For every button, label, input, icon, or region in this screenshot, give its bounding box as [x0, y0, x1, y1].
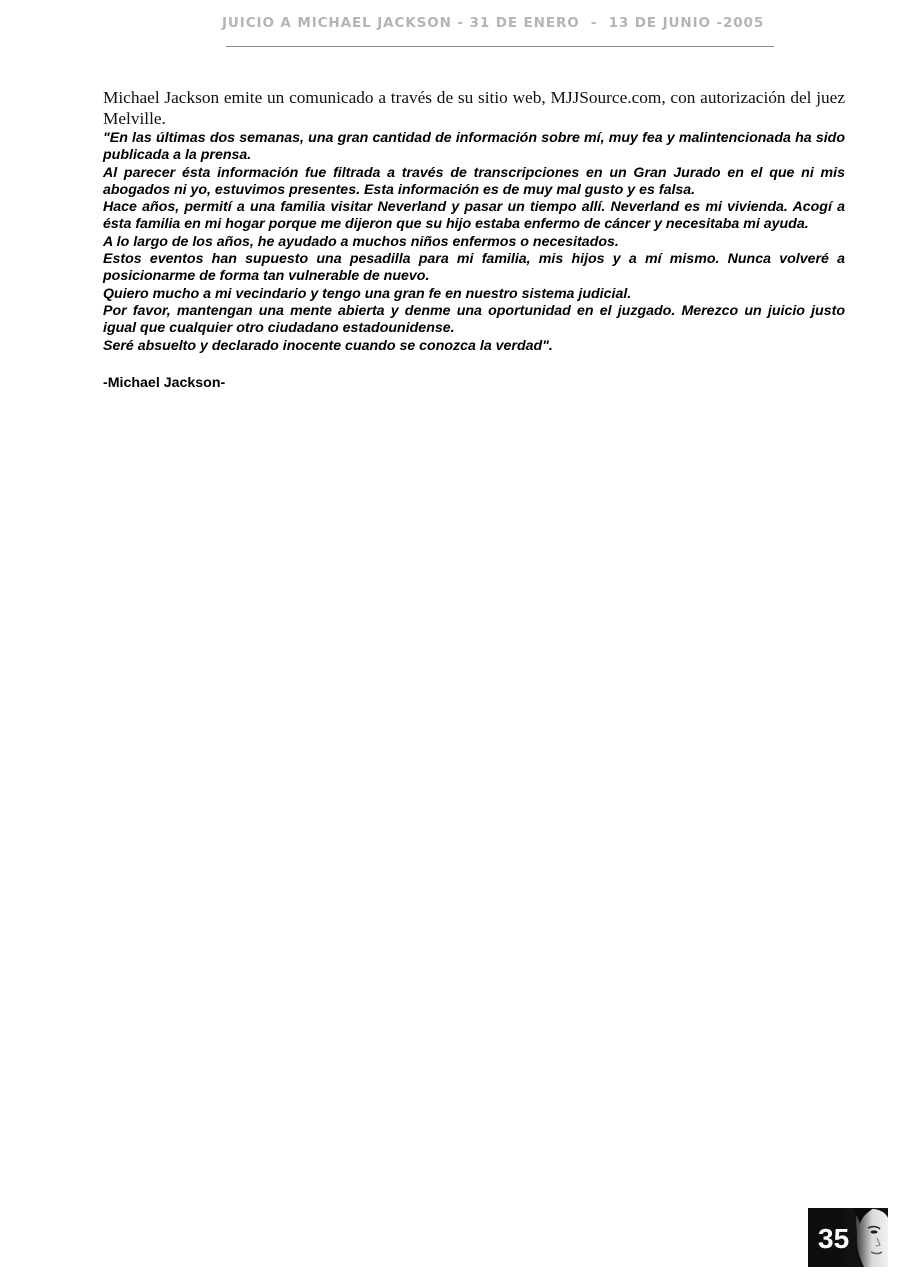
- statement-line: Por favor, mantengan una mente abierta y denme una oportunidad en el juzgado. Merezco un juicio justo igual que cualquier otro ciudadano estadounidense.: [103, 302, 845, 337]
- page-number-badge: [808, 1208, 888, 1267]
- statement-line: Hace años, permití a una familia visitar Neverland y pasar un tiempo allí. Neverland es mi vivienda. Acogí a ésta familia en mi hogar porque me dijeron que su hijo estaba enfermo de cáncer y necesitaba mi ayuda.: [103, 199, 845, 233]
- statement-line: "En las últimas dos semanas, una gran cantidad de información sobre mí, muy fea y malintencionada ha sido publicada a la prensa.: [103, 130, 845, 164]
- page-number: 35: [818, 1223, 850, 1254]
- statement-line: Al parecer ésta información fue filtrada a través de transcripciones en un Gran Jurado en el que ni mis abogados ni yo, estuvimos presentes. Esta información es de muy mal gusto y es falsa.: [103, 164, 845, 198]
- page-content: [103, 87, 845, 392]
- statement-line: A lo largo de los años, he ayudado a muchos niños enfermos o necesitados.: [103, 233, 619, 250]
- intro-paragraph: Michael Jackson emite un comunicado a través de su sitio web, MJJSource.com, con autorización del juez Melville.: [103, 88, 845, 128]
- statement-line: Seré absuelto y declarado inocente cuando se conozca la verdad".: [103, 337, 553, 354]
- statement-quote: [103, 130, 845, 355]
- portrait-image: [844, 1208, 888, 1267]
- header-title: JUICIO A MICHAEL JACKSON - 31 DE ENERO - 13 DE JUNIO -2005: [222, 15, 765, 31]
- statement-line: Quiero mucho a mi vecindario y tengo una gran fe en nuestro sistema judicial.: [103, 285, 632, 302]
- header-divider: [226, 46, 774, 47]
- signature: -Michael Jackson-: [103, 374, 226, 391]
- statement-line: Estos eventos han supuesto una pesadilla para mi familia, mis hijos y a mí mismo. Nunca volveré a posicionarme de forma tan vulnerable de nuevo.: [103, 251, 845, 285]
